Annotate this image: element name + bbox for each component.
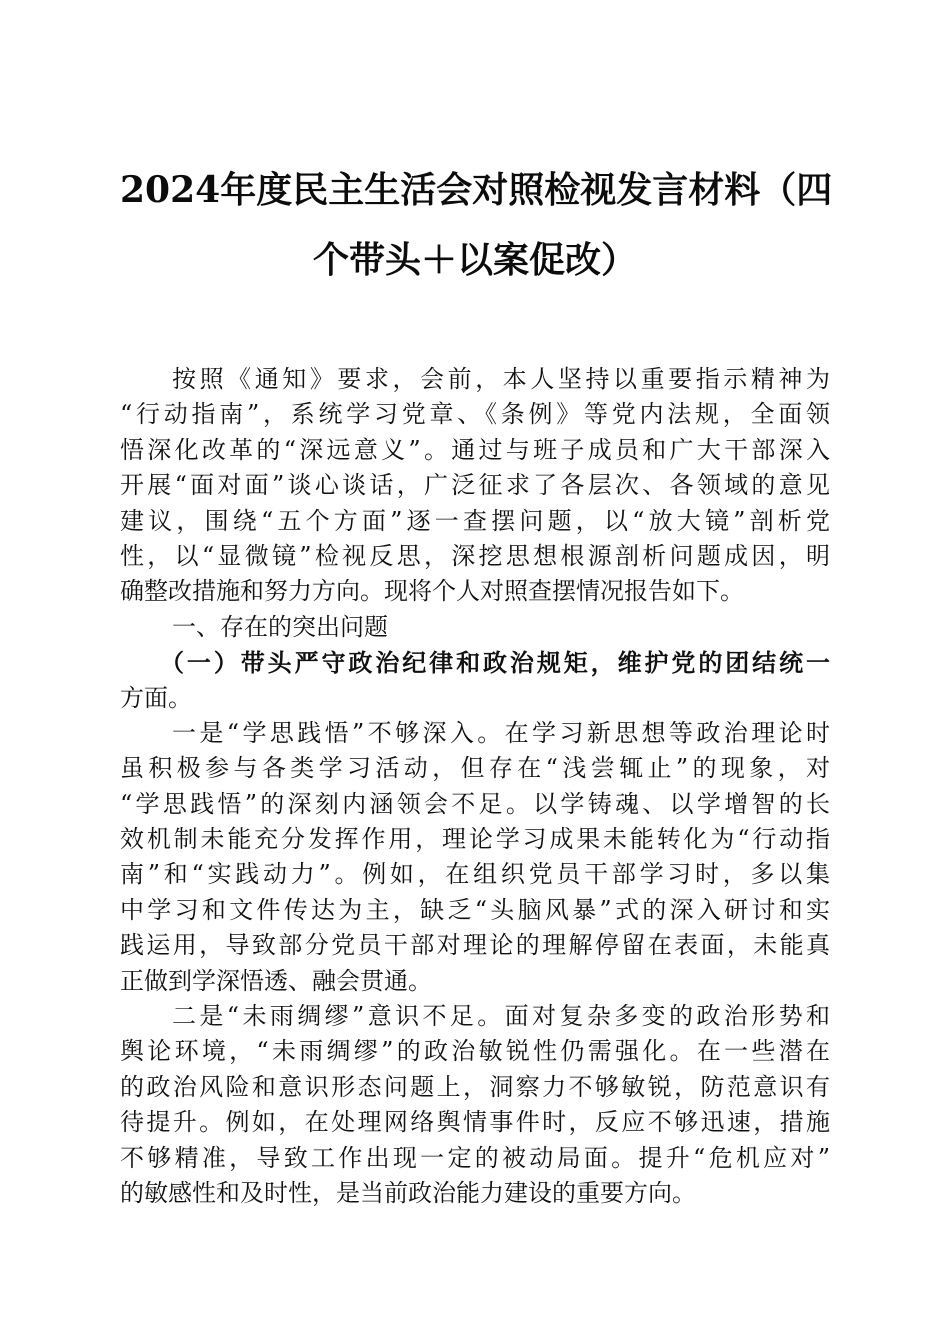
body-line-3: 悟深化改革的“深远意义”。通过与班子成员和广大干部深入 bbox=[120, 435, 830, 464]
body-line-8: 一是“学思践悟”不够深入。在学习新思想等政治理论时 bbox=[172, 718, 830, 747]
body-line-6: 性，以“显微镜”检视反思，深挖思想根源剖析问题成因，明 bbox=[120, 541, 830, 570]
section-heading-1: 一、存在的突出问题 bbox=[172, 612, 388, 641]
body-line-21: 的敏感性和及时性，是当前政治能力建设的重要方向。 bbox=[120, 1178, 696, 1207]
document-body bbox=[120, 362, 830, 1211]
document-title-line-1: 2024年度民主生活会对照检视发言材料（四 bbox=[120, 169, 833, 211]
body-line-2: “行动指南”，系统学习党章、《条例》等党内法规，全面领 bbox=[120, 400, 830, 429]
subsection-heading-1-cont: 方面。 bbox=[120, 683, 192, 712]
body-line-13: 中学习和文件传达为主，缺乏“头脑风暴”式的深入研讨和实 bbox=[120, 895, 830, 924]
body-line-1: 按照《通知》要求，会前，本人坚持以重要指示精神为 bbox=[172, 365, 830, 393]
body-line-17: 舆论环境，“未雨绸缪”的政治敏锐性仍需强化。在一些潜在 bbox=[120, 1037, 830, 1066]
body-line-16: 二是“未雨绸缪”意识不足。面对复杂多变的政治形势和 bbox=[172, 1002, 830, 1031]
body-line-5: 建议，围绕“五个方面”逐一查摆问题，以“放大镜”剖析党 bbox=[120, 506, 830, 535]
body-line-14: 践运用，导致部分党员干部对理论的理解停留在表面，未能真 bbox=[120, 931, 830, 960]
body-line-19: 待提升。例如，在处理网络舆情事件时，反应不够迅速，措施 bbox=[120, 1108, 830, 1137]
body-line-11: 效机制未能充分发挥作用，理论学习成果未能转化为“行动指 bbox=[120, 825, 830, 854]
body-line-9: 虽积极参与各类学习活动，但存在“浅尝辄止”的现象，对 bbox=[120, 754, 830, 783]
document-title-line-2: 个带头＋以案促改） bbox=[312, 239, 637, 281]
body-line-4: 开展“面对面”谈心谈话，广泛征求了各层次、各领域的意见 bbox=[120, 471, 830, 500]
body-line-12: 南”和“实践动力”。例如，在组织党员干部学习时，多以集 bbox=[120, 860, 830, 889]
body-line-10: “学思践悟”的深刻内涵领会不足。以学铸魂、以学增智的长 bbox=[120, 789, 830, 818]
body-line-20: 不够精准，导致工作出现一定的被动局面。提升“危机应对” bbox=[120, 1143, 830, 1172]
body-line-15: 正做到学深悟透、融会贯通。 bbox=[120, 966, 432, 995]
body-line-7: 确整改措施和努力方向。现将个人对照查摆情况报告如下。 bbox=[120, 577, 744, 606]
subsection-heading-1: （一）带头严守政治纪律和政治规矩，维护党的团结统一 bbox=[160, 648, 830, 678]
body-line-18: 的政治风险和意识形态问题上，洞察力不够敏锐，防范意识有 bbox=[120, 1072, 830, 1101]
